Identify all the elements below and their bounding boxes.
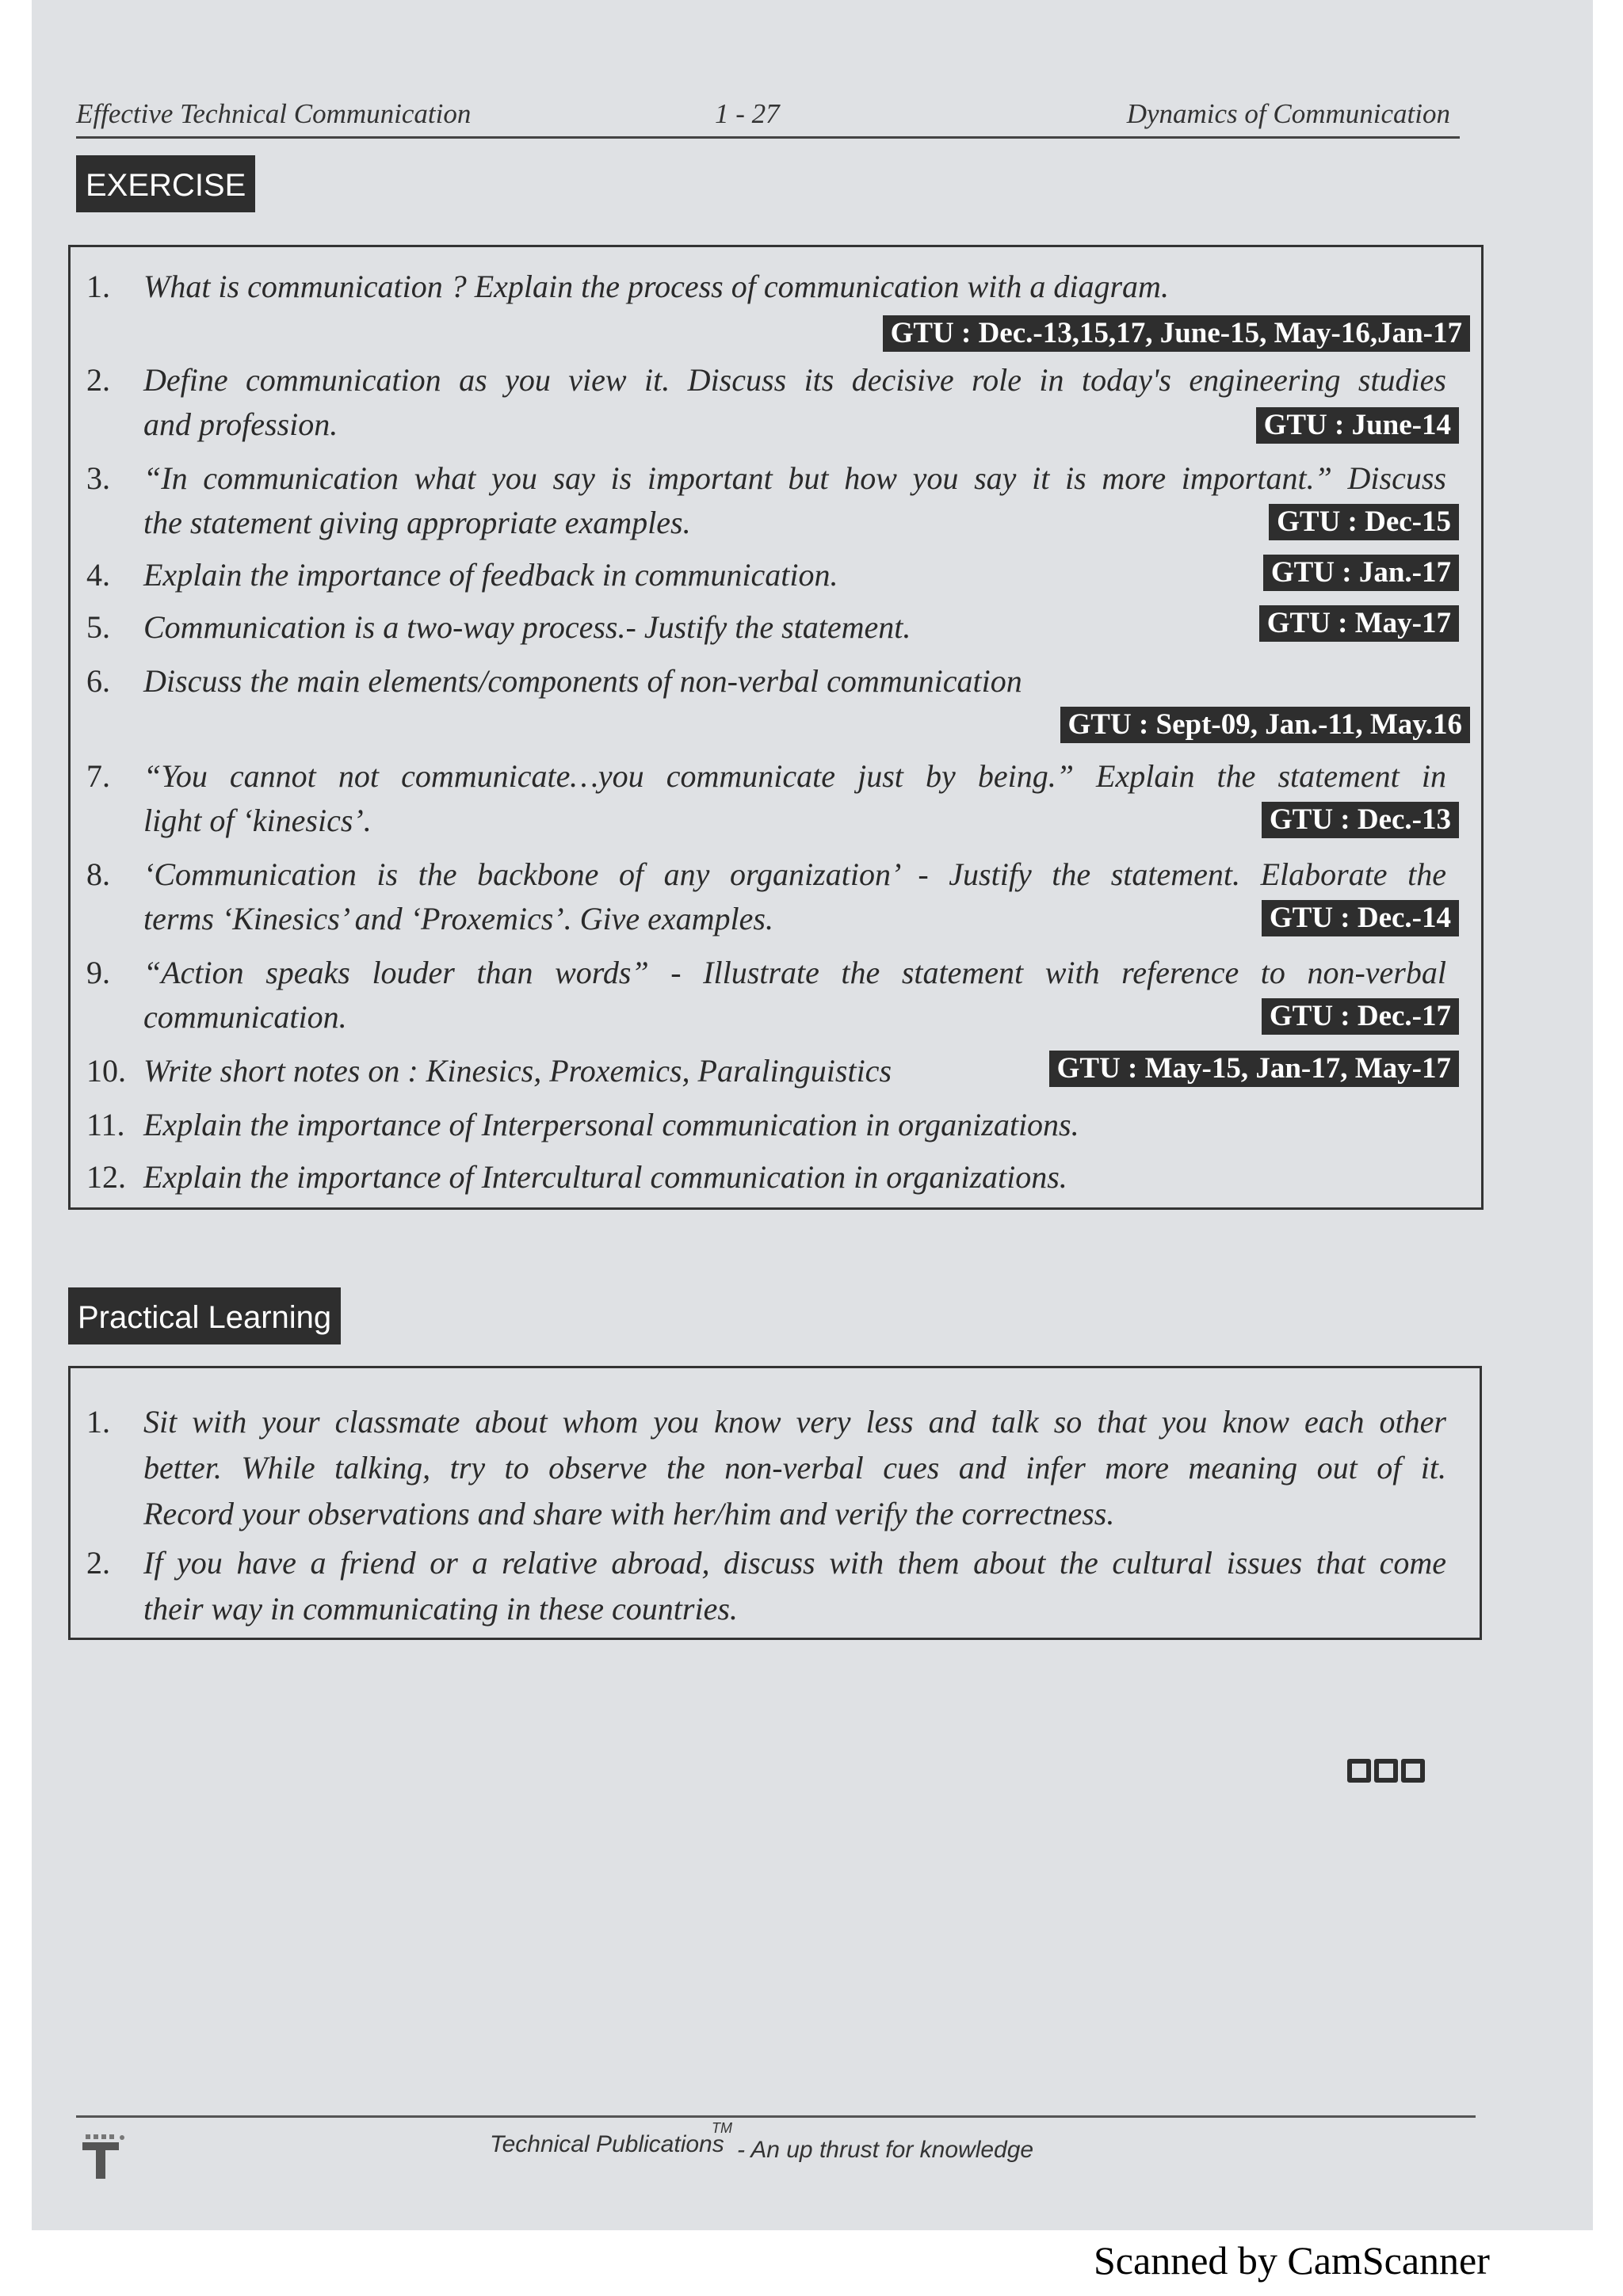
question-number: 4. [86, 557, 110, 593]
item-text-line: Record your observations and share with her/him and verify the correctness. [143, 1496, 1115, 1531]
gtu-tag: GTU : Dec.-13 [1262, 802, 1459, 838]
end-of-section-marks [1347, 1759, 1425, 1783]
exercise-question [86, 662, 1465, 707]
gtu-tag: GTU : Dec.-13,15,17, June-15, May-16,Jan-17 [883, 315, 1470, 352]
question-text-line: and profession. [143, 406, 338, 442]
exercise-question [86, 954, 1465, 1041]
exercise-question [86, 1158, 1465, 1203]
exercise-heading: EXERCISE [76, 155, 255, 212]
question-number: 12. [86, 1159, 126, 1195]
question-text-line: Explain the importance of Intercultural communication in organizations. [143, 1159, 1067, 1195]
item-number: 1. [86, 1404, 110, 1440]
exercise-question [86, 556, 1465, 601]
gtu-tag: GTU : Dec-15 [1269, 504, 1459, 540]
scanner-watermark: Scanned by CamScanner [1094, 2238, 1490, 2283]
question-text-line: Explain the importance of feedback in communication. [143, 557, 838, 593]
item-text-line: If you have a friend or a relative abroad, discuss with them about the cultural issues that come [143, 1545, 1446, 1581]
question-text-line: terms ‘Kinesics’ and ‘Proxemics’. Give examples. [143, 901, 773, 936]
exercise-question [86, 460, 1465, 547]
header-rule [76, 136, 1460, 139]
item-text-line: their way in communicating in these countries. [143, 1591, 738, 1627]
publisher-logo-icon [79, 2131, 127, 2191]
question-text-line: Explain the importance of Interpersonal communication in organizations. [143, 1107, 1079, 1142]
document-page [32, 0, 1593, 2230]
gtu-tag: GTU : Sept-09, Jan.-11, May.16 [1060, 707, 1470, 743]
item-text-line: Sit with your classmate about whom you know very less and talk so that you know each other [143, 1404, 1446, 1440]
gtu-tag: GTU : May-17 [1259, 605, 1459, 642]
exercise-question [86, 856, 1465, 943]
gtu-tag: GTU : Jan.-17 [1263, 555, 1459, 591]
footer-slogan: - An up thrust for knowledge [737, 2137, 1034, 2163]
question-text-line: Write short notes on : Kinesics, Proxemics, Paralinguistics [143, 1053, 892, 1089]
footer-publisher: Technical Publications [490, 2131, 724, 2157]
square-icon [1401, 1759, 1425, 1783]
question-text-line: “You cannot not communicate…you communicate just by being.” Explain the statement in [143, 758, 1446, 794]
question-text-line: Define communication as you view it. Discuss its decisive role in today's engineering studies [143, 362, 1446, 398]
item-number: 2. [86, 1545, 110, 1581]
practical-learning-box [68, 1366, 1482, 1640]
question-text-line: “In communication what you say is important but how you say it is more important.” Discuss [143, 460, 1446, 496]
question-number: 3. [86, 460, 110, 496]
question-number: 9. [86, 955, 110, 990]
question-number: 11. [86, 1107, 125, 1142]
question-text-line: light of ‘kinesics’. [143, 803, 372, 838]
question-text-line: Discuss the main elements/components of non-verbal communication [143, 663, 1022, 699]
question-number: 10. [86, 1053, 126, 1089]
question-number: 5. [86, 609, 110, 645]
gtu-tag: GTU : Dec.-14 [1262, 900, 1459, 936]
gtu-tag: GTU : Dec.-17 [1262, 998, 1459, 1035]
gtu-tag: GTU : June-14 [1256, 407, 1459, 444]
exercise-question [86, 757, 1465, 845]
running-header-page-number: 1 - 27 [715, 98, 780, 129]
footer-trademark: TM [712, 2120, 732, 2136]
question-text-line: “Action speaks louder than words” - Illustrate the statement with reference to non-verbal [143, 955, 1446, 990]
practical-learning-heading: Practical Learning [68, 1287, 341, 1344]
practical-item [86, 1403, 1465, 1538]
exercise-question [86, 1106, 1465, 1150]
gtu-tag: GTU : May-15, Jan-17, May-17 [1049, 1051, 1459, 1087]
square-icon [1374, 1759, 1398, 1783]
question-number: 6. [86, 663, 110, 699]
practical-item [86, 1544, 1465, 1636]
running-header-chapter-title: Dynamics of Communication [1126, 98, 1450, 129]
question-number: 2. [86, 362, 110, 398]
question-text-line: ‘Communication is the backbone of any organization’ - Justify the statement. Elaborate the [143, 856, 1446, 892]
running-header-book-title: Effective Technical Communication [76, 98, 472, 129]
question-text-line: Communication is a two-way process.- Justify the statement. [143, 609, 911, 645]
exercise-box [68, 245, 1484, 1210]
question-number: 7. [86, 758, 110, 794]
item-text-line: better. While talking, try to observe the non-verbal cues and infer more meaning out of it. [143, 1450, 1446, 1486]
question-text-line: communication. [143, 999, 347, 1035]
question-text-line: the statement giving appropriate examples. [143, 505, 691, 540]
footer-rule [76, 2115, 1476, 2118]
question-text-line: What is communication ? Explain the process of communication with a diagram. [143, 269, 1169, 304]
square-icon [1347, 1759, 1371, 1783]
question-number: 8. [86, 856, 110, 892]
question-number: 1. [86, 269, 110, 304]
